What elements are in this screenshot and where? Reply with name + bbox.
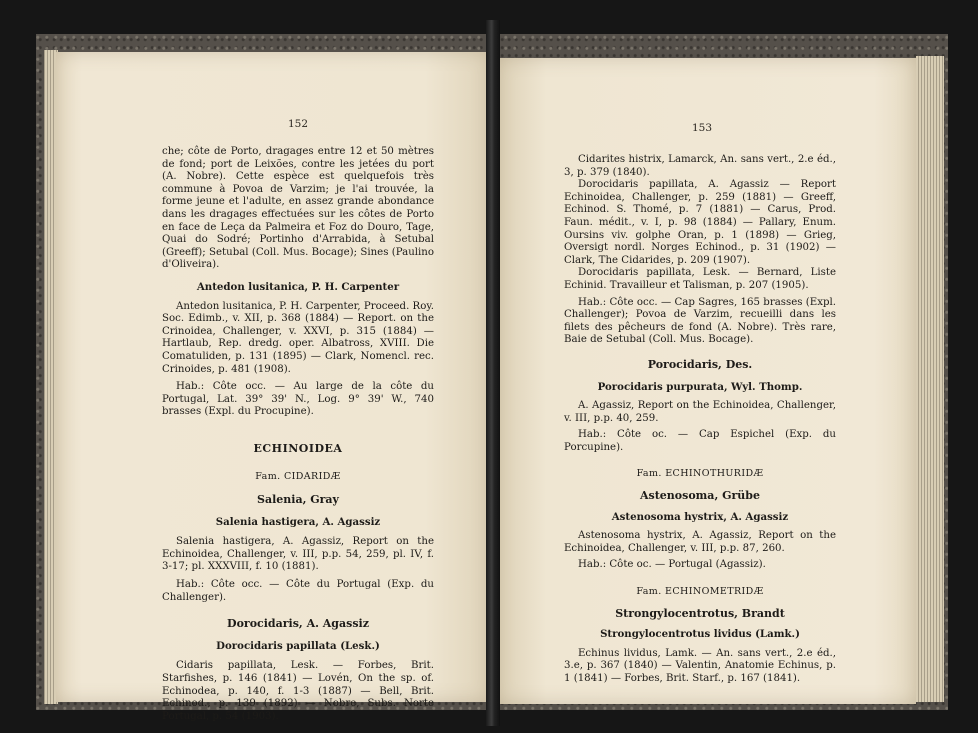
paragraph: Dorocidaris papillata, Lesk. — Bernard, Liste Echinid. Travailleur et Talisman, p. 207 (1905).: [564, 267, 836, 291]
species-heading: Strongylocentrotus lividus (Lamk.): [600, 628, 800, 641]
right-page-body: [564, 154, 836, 686]
genus-heading: Salenia, Gray: [257, 493, 339, 507]
family-heading: Fam. CIDARIDÆ: [255, 471, 341, 483]
right-page: [496, 58, 916, 704]
paragraph: A. Agassiz, Report on the Echinoidea, Challenger, v. III, p.p. 40, 259.: [564, 400, 836, 424]
left-page-body: [162, 146, 434, 723]
genus-heading: Strongylocentrotus, Brandt: [615, 606, 785, 620]
species-heading: Dorocidaris papillata (Lesk.): [216, 639, 380, 652]
species-heading: Antedon lusitanica, P. H. Carpenter: [196, 280, 400, 293]
paragraph: Antedon lusitanica, P. H. Carpenter, Proceed. Roy. Soc. Edimb., v. XII, p. 368 (1884) — Report. on the Crinoidea, Challenger, v. XXVI, p. 315 (1884) — Hartlaub, Rep. dredg. oper. Albatross, XVIII. Die Comatuliden, p. 131 (1895) — Clark, Nomencl. rec. Crinoides, p. 481 (1908).: [162, 300, 434, 375]
paragraph: Hab.: Côte oc. — Cap Espichel (Exp. du Porcupine).: [564, 429, 836, 453]
page-number-left: 152: [288, 118, 309, 130]
paragraph: Astenosoma hystrix, A. Agassiz, Report on the Echinoidea, Challenger, v. III, p.p. 87, 260.: [564, 530, 836, 554]
species-heading: Salenia hastigera, A. Agassiz: [215, 515, 381, 528]
family-heading: Fam. ECHINOTHURIDÆ: [636, 468, 764, 480]
right-page-edges: [916, 56, 944, 702]
paragraph: Hab.: Côte oc. — Portugal (Agassiz).: [578, 559, 766, 571]
left-page: [56, 52, 490, 722]
species-heading: Astenosoma hystrix, A. Agassiz: [611, 510, 789, 523]
genus-heading: Porocidaris, Des.: [647, 357, 753, 371]
paragraph: Hab.: Côte occ. — Au large de la côte du Portugal, Lat. 39° 39' N., Log. 9° 39' W., 740 brasses (Expl. du Procupine).: [162, 381, 434, 418]
paragraph: Salenia hastigera, A. Agassiz, Report on the Echinoidea, Challenger, v. III, p.p. 54, 259, pl. IV, f. 3-17; pl. XXXVIII, f. 10 (1881).: [162, 536, 434, 573]
section-heading: ECHINOIDEA: [253, 441, 343, 455]
paragraph: Hab.: Côte occ. — Côte du Portugal (Exp. du Challenger).: [162, 579, 434, 603]
paragraph: Cidarites histrix, Lamarck, An. sans vert., 2.e éd., 3, p. 379 (1840).: [564, 154, 836, 178]
paragraph: Dorocidaris papillata, A. Agassiz — Report Echinoidea, Challenger, p. 259 (1881) — Greeff, Echinod. S. Thomé, p. 7 (1881) — Carus, Prod. Faun. médit., v. I, p. 98 (1884) — Pallary, Enum. Oursins viv. golphe Oran, p. 1 (1898) — Grieg, Oversigt nordl. Norges Echinod., p. 31 (1902) — Clark, The Cidarides, p. 209 (1907).: [564, 179, 836, 266]
page-number-right: 153: [692, 122, 713, 134]
genus-heading: Astenosoma, Grübe: [640, 489, 760, 503]
paragraph: Echinus lividus, Lamk. — An. sans vert., 2.e éd., 3.e, p. 367 (1840) — Valentin, Anatomie Echinus, p. 1 (1841) — Forbes, Brit. Starf., p. 167 (1841).: [564, 647, 836, 684]
book-spine: [486, 20, 500, 726]
paragraph: che; côte de Porto, dragages entre 12 et 50 mètres de fond; port de Leixões, contre les jetées du port (A. Nobre). Cette espèce est quelquefois très commune à Povoa de Varzim; je l'ai trouvée, la forme jeune et l'adulte, en assez grande abondance dans les dragages effectuées sur les côtes de Porto en face de Leça da Palmeira et Foz do Douro, Tage, Quai do Sodré; Portinho d'Arrabida, à Setubal (Greeff); Setubal (Coll. Mus. Bocage); Sines (Paulino d'Oliveira).: [162, 146, 434, 271]
paragraph: Cidaris papillata, Lesk. — Forbes, Brit. Starfishes, p. 146 (1841) — Lovén, On the sp. of. Echinodea, p. 140, f. 1-3 (1887) — Bell, Brit. Echinod., p. 139 (1892) — Nobre, Subs. Norte Portugal, p. 54 (1903).: [162, 660, 434, 722]
paragraph: Hab.: Côte occ. — Cap Sagres, 165 brasses (Expl. Challenger); Povoa de Varzim, recueilli dans les filets des pêcheurs de fond (A. Nobre). Très rare, Baie de Setubal (Coll. Mus. Bocage).: [564, 296, 836, 346]
species-heading: Porocidaris purpurata, Wyl. Thomp.: [597, 380, 803, 393]
family-heading: Fam. ECHINOMETRIDÆ: [636, 586, 764, 598]
genus-heading: Dorocidaris, A. Agassiz: [227, 617, 369, 631]
